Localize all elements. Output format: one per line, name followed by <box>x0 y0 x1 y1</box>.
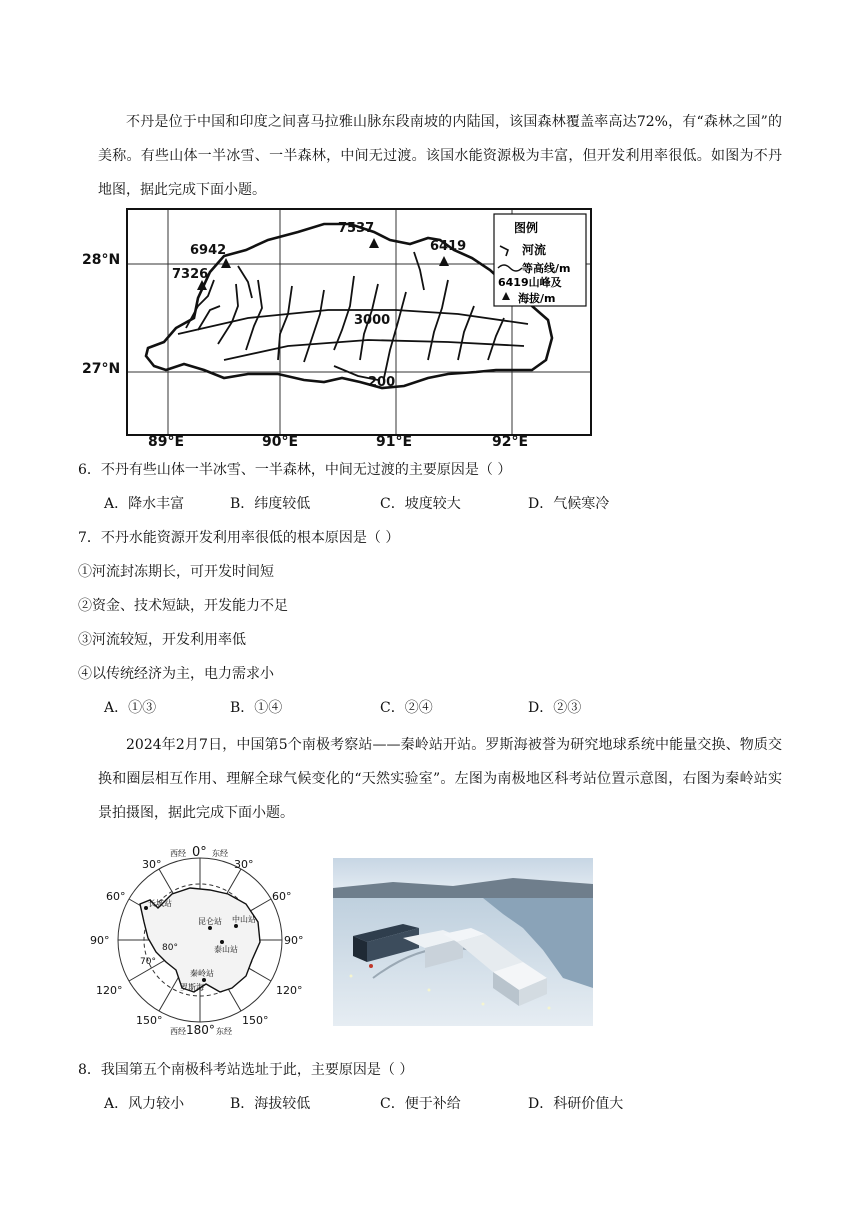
lon-label-91e: 91°E <box>376 434 413 450</box>
q6-option-d[interactable]: D．气候寒冷 <box>528 496 610 512</box>
lon-label-90e: 90°E <box>262 434 299 450</box>
q7-option-d[interactable]: D．②③ <box>528 700 582 716</box>
contour-label-200: 200 <box>368 375 396 390</box>
legend-contour: 等高线/m <box>522 262 571 275</box>
station-label-kunlun: 昆仑站 <box>198 917 222 926</box>
west-label-bottom: 西经 <box>170 1027 186 1036</box>
station-label-zhongshan: 中山站 <box>232 915 256 924</box>
lon-label-92e: 92°E <box>492 434 529 450</box>
station-label-qinling: 秦岭站 <box>190 969 214 978</box>
peak-label-6942: 6942 <box>190 243 227 258</box>
lat-label-28n: 28°N <box>82 252 121 268</box>
lat-label-80: 80° <box>162 943 178 953</box>
contour-label-3000: 3000 <box>354 313 391 328</box>
qinling-station-illustration <box>333 858 593 1026</box>
lon-label-90e: 90° <box>284 934 304 947</box>
map-legend <box>494 214 586 306</box>
bhutan-map-drawing <box>128 210 590 434</box>
q8-stem: 8．我国第五个南极科考站选址于此，主要原因是（ ） <box>78 1062 414 1078</box>
q7-statement-4: ④以传统经济为主，电力需求小 <box>78 666 274 682</box>
q6-stem: 6．不丹有些山体一半冰雪、一半森林，中间无过渡的主要原因是（ ） <box>78 462 512 478</box>
lon-label-30e: 30° <box>234 858 254 871</box>
q8-option-b[interactable]: B．海拔较低 <box>230 1096 311 1112</box>
legend-river: 河流 <box>522 243 547 257</box>
lon-label-0: 0° <box>192 845 207 860</box>
peak-label-7326: 7326 <box>172 267 209 282</box>
peak-marker-6419 <box>439 256 449 266</box>
bhutan-map <box>126 208 592 436</box>
peak-label-7537: 7537 <box>338 221 375 236</box>
peak-label-6419: 6419 <box>430 239 467 254</box>
lon-label-90w: 90° <box>90 934 110 947</box>
q8-option-d[interactable]: D．科研价值大 <box>528 1096 624 1112</box>
lon-label-89e: 89°E <box>148 434 185 450</box>
q6-option-a[interactable]: A．降水丰富 <box>104 496 185 512</box>
lon-label-150w: 150° <box>136 1014 163 1027</box>
q8-option-a[interactable]: A．风力较小 <box>104 1096 185 1112</box>
sea-label-ross: 罗斯海 <box>180 983 204 992</box>
legend-peak-line1: 6419山峰及 <box>498 276 562 289</box>
q6-option-c[interactable]: C．坡度较大 <box>380 496 461 512</box>
q7-option-c[interactable]: C．②④ <box>380 700 433 716</box>
passage-bhutan: 不丹是位于中国和印度之间喜马拉雅山脉东段南坡的内陆国，该国森林覆盖率高达72%，有“森林之国”的美称。有些山体一半冰雪、一半森林，中间无过渡。该国水能资源极为丰富，但开发利用率很低。如图为不丹地图，据此完成下面小题。 <box>98 114 782 198</box>
station-dot-zhongshan <box>234 924 238 928</box>
q6-option-b[interactable]: B．纬度较低 <box>230 496 311 512</box>
station-dot-taishan <box>220 940 224 944</box>
q7-stem: 7．不丹水能资源开发利用率很低的根本原因是（ ） <box>78 530 400 546</box>
antarctica-polar-map <box>86 842 322 1036</box>
legend-title: 图例 <box>514 221 539 235</box>
lon-label-180: 180° <box>186 1023 215 1036</box>
station-dot-kunlun <box>208 926 212 930</box>
lon-label-60e: 60° <box>272 890 292 903</box>
q7-option-a[interactable]: A．①③ <box>104 700 157 716</box>
station-dot-qinling <box>202 978 206 982</box>
q7-statement-2: ②资金、技术短缺，开发能力不足 <box>78 598 288 614</box>
q7-statement-1: ①河流封冻期长，可开发时间短 <box>78 564 274 580</box>
station-label-changcheng: 长城站 <box>148 899 172 908</box>
peak-marker-7537 <box>369 238 379 248</box>
lon-label-60w: 60° <box>106 890 126 903</box>
q7-option-b[interactable]: B．①④ <box>230 700 283 716</box>
lon-label-120w: 120° <box>96 984 123 997</box>
lon-label-30w: 30° <box>142 858 162 871</box>
qinling-station-photo <box>333 858 593 1026</box>
west-label-top: 西经 <box>170 849 186 858</box>
q8-option-c[interactable]: C．便于补给 <box>380 1096 461 1112</box>
q7-statement-3: ③河流较短，开发利用率低 <box>78 632 246 648</box>
east-label-top: 东经 <box>212 849 228 858</box>
flag-marker <box>369 964 373 968</box>
station-label-taishan: 泰山站 <box>214 945 238 954</box>
lat-label-70: 70° <box>140 957 156 967</box>
east-label-bottom: 东经 <box>216 1027 232 1036</box>
lon-label-150e: 150° <box>242 1014 269 1027</box>
passage-qinling-station: 2024年2月7日，中国第5个南极考察站——秦岭站开站。罗斯海被誉为研究地球系统中能量交换、物质交换和圈层相互作用、理解全球气候变化的“天然实验室”。左图为南极地区科考站位置示意图，右图为秦岭站实景拍摄图，据此完成下面小题。 <box>98 737 782 821</box>
legend-peak-line2: 海拔/m <box>518 292 556 305</box>
lat-label-27n: 27°N <box>82 361 121 377</box>
lon-label-120e: 120° <box>276 984 303 997</box>
